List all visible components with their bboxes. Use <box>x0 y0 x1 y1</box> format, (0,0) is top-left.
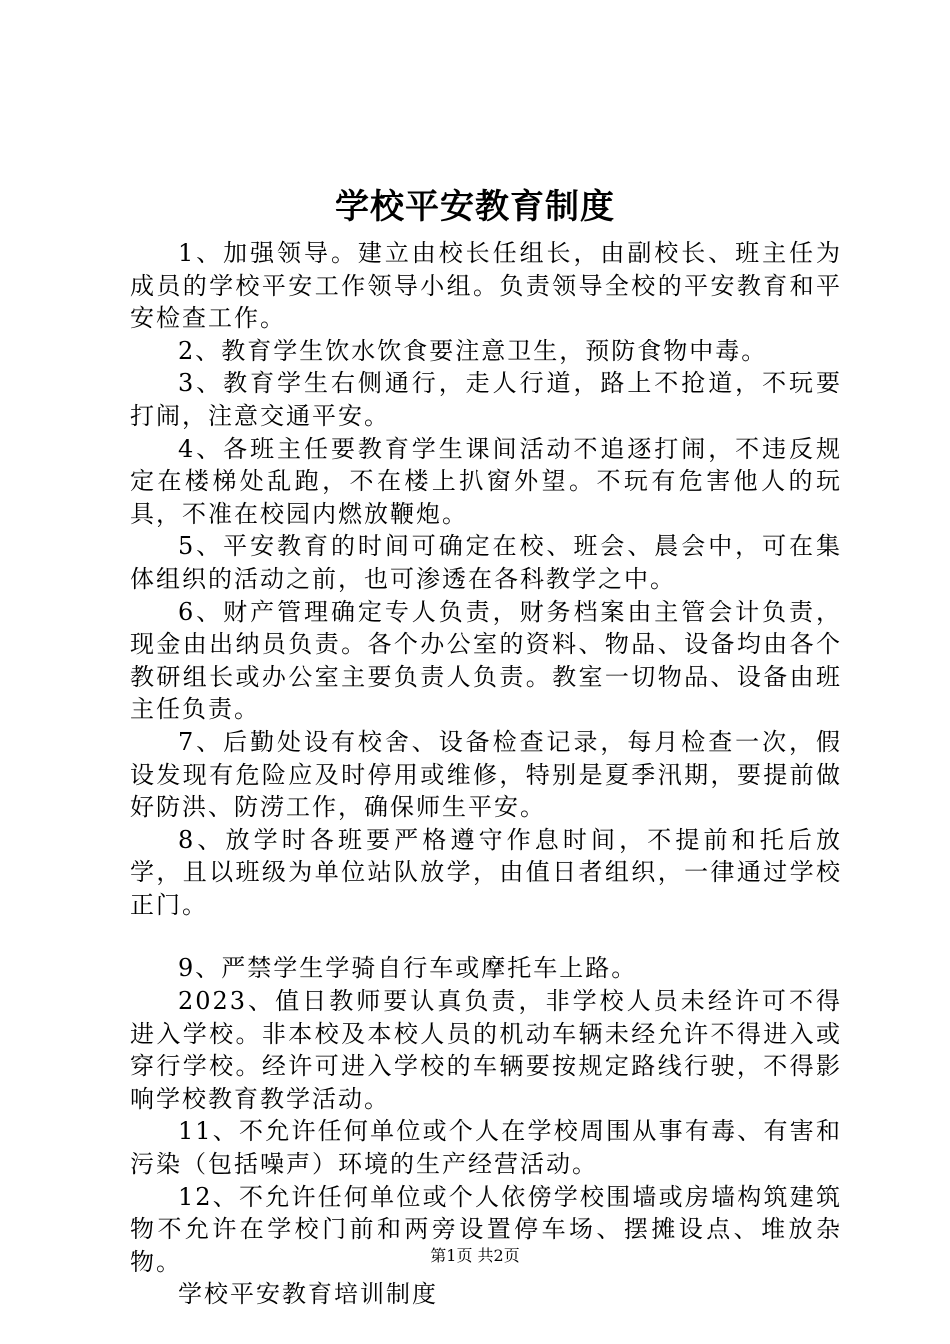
paragraph-4: 4、各班主任要教育学生课间活动不追逐打闹，不违反规定在楼梯处乱跑，不在楼上扒窗外望。不玩有危害他人的玩具，不准在校园内燃放鞭炮。 <box>130 434 842 528</box>
paragraph-5: 5、平安教育的时间可确定在校、班会、晨会中，可在集体组织的活动之前，也可渗透在各科教学之中。 <box>130 532 842 593</box>
document-body <box>130 237 842 1311</box>
paragraph-11: 11、不允许任何单位或个人在学校周围从事有毒、有害和污染（包括噪声）环境的生产经营活动。 <box>130 1117 842 1179</box>
paragraph-9: 9、严禁学生学骑自行车或摩托车上路。 <box>178 954 638 983</box>
paragraph-8: 8、放学时各班要严格遵守作息时间，不提前和托后放学，且以班级为单位站队放学，由值日者组织，一律通过学校正门。 <box>130 825 842 919</box>
paragraph-3: 3、教育学生右侧通行，走人行道，路上不抢道，不玩要打闹，注意交通平安。 <box>130 369 842 430</box>
paragraph-12: 12、不允许任何单位或个人依傍学校围墙或房墙构筑建筑物不允许在学校门前和两旁设置停车场、摆摊设点、堆放杂物。 <box>130 1182 842 1276</box>
document-title: 学校平安教育制度 <box>335 187 615 227</box>
paragraph-10: 2023、值日教师要认真负责，非学校人员未经许可不得进入学校。非本校及本校人员的机动车辆未经允许不得进入或穿行学校。经许可进入学校的车辆要按规定路线行驶，不得影响学校教育教学活动。 <box>130 987 842 1113</box>
paragraph-7: 7、后勤处设有校舍、设备检查记录，每月检查一次，假设发现有危险应及时停用或维修，特别是夏季汛期，要提前做好防洪、防涝工作，确保师生平安。 <box>130 727 842 822</box>
paragraph-13: 学校平安教育培训制度 <box>178 1280 438 1309</box>
paragraph-6: 6、财产管理确定专人负责，财务档案由主管会计负责，现金由出纳员负责。各个办公室的资料、物品、设备均由各个教研组长或办公室主要负责人负责。教室一切物品、设备由班主任负责。 <box>130 597 842 724</box>
page-footer: 第1页 共2页 <box>430 1246 520 1265</box>
paragraph-2: 2、教育学生饮水饮食要注意卫生，预防食物中毒。 <box>178 336 768 365</box>
paragraph-1: 1、加强领导。建立由校长任组长，由副校长、班主任为成员的学校平安工作领导小组。负责领导全校的平安教育和平安检查工作。 <box>130 239 842 333</box>
